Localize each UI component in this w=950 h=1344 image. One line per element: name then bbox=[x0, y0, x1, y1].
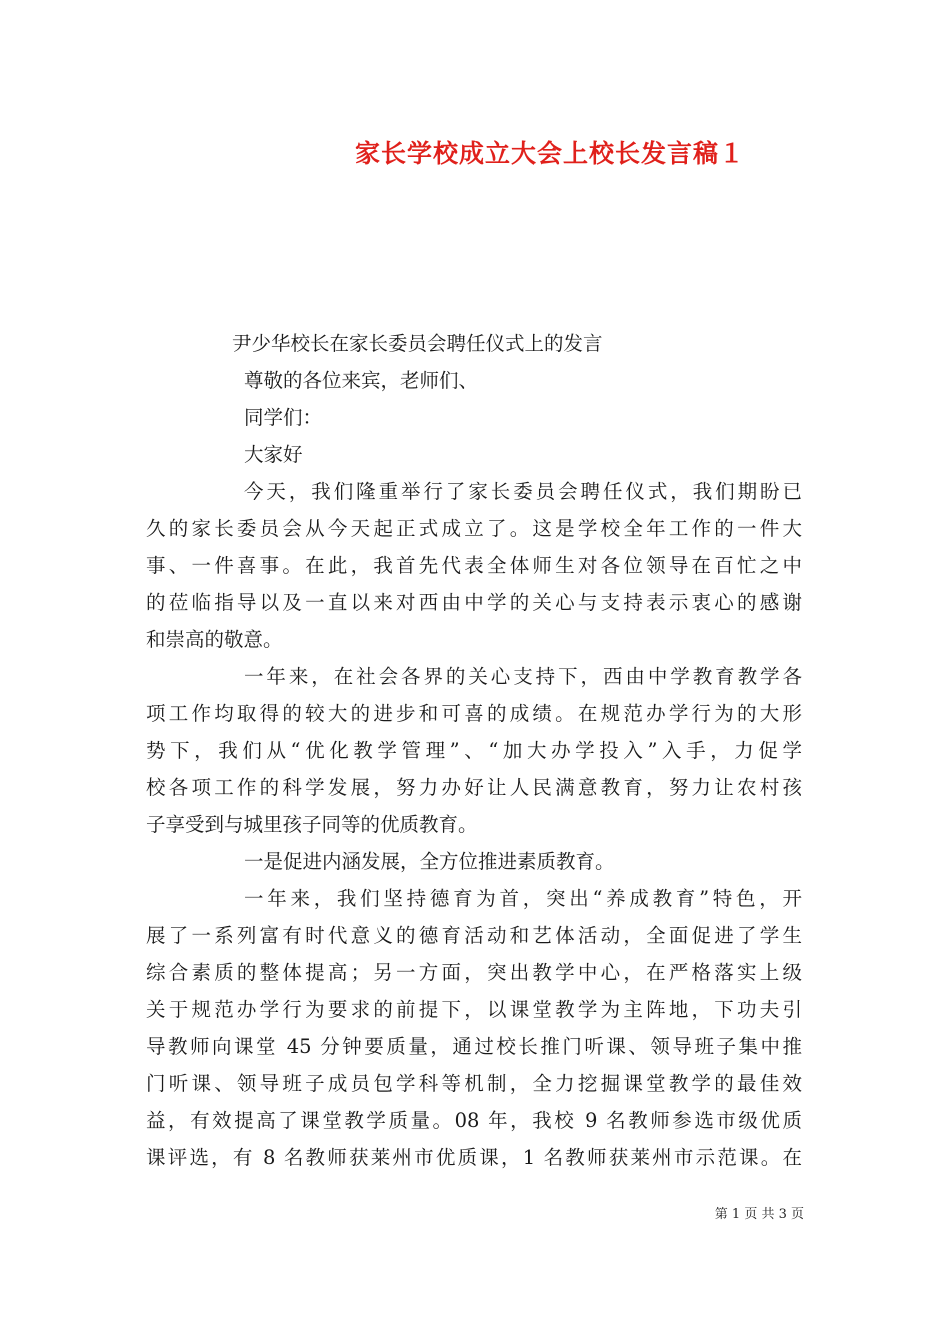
paragraph bbox=[146, 658, 802, 843]
paragraph-line: 势下，我们从“优化教学管理”、“加大办学投入”入手，力促学 bbox=[146, 739, 802, 762]
paragraph bbox=[146, 473, 802, 658]
paragraph-line: 一是促进内涵发展，全方位推进素质教育。 bbox=[244, 850, 615, 873]
paragraph bbox=[146, 843, 802, 880]
greeting-line: 大家好 bbox=[244, 443, 303, 466]
paragraph-line: 导教师向课堂 45 分钟要质量，通过校长推门听课、领导班子集中推 bbox=[146, 1035, 802, 1058]
paragraph-line: 门听课、领导班子成员包学科等机制，全力挖掘课堂教学的最佳效 bbox=[146, 1072, 802, 1095]
paragraph-line: 久的家长委员会从今天起正式成立了。这是学校全年工作的一件大 bbox=[146, 517, 802, 540]
paragraph-line: 的莅临指导以及一直以来对西由中学的关心与支持表示衷心的感谢 bbox=[146, 591, 802, 614]
greeting-line: 尊敬的各位来宾，老师们、 bbox=[244, 369, 479, 392]
speech-subtitle: 尹少华校长在家长委员会聘任仪式上的发言 bbox=[232, 332, 603, 355]
paragraph-line: 校各项工作的科学发展，努力办好让人民满意教育，努力让农村孩 bbox=[146, 776, 802, 799]
paragraph-line: 综合素质的整体提高；另一方面，突出教学中心，在严格落实上级 bbox=[146, 961, 802, 984]
paragraph-line: 子享受到与城里孩子同等的优质教育。 bbox=[146, 813, 478, 836]
paragraph-line: 事、一件喜事。在此，我首先代表全体师生对各位领导在百忙之中 bbox=[146, 554, 802, 577]
document-body bbox=[146, 325, 802, 1176]
paragraph-line: 益，有效提高了课堂教学质量。08 年，我校 9 名教师参选市级优质 bbox=[146, 1109, 802, 1132]
paragraph-line: 和崇高的敬意。 bbox=[146, 628, 283, 651]
document-title: 家长学校成立大会上校长发言稿１ bbox=[354, 139, 745, 168]
paragraph bbox=[146, 880, 802, 1176]
paragraph-line: 项工作均取得的较大的进步和可喜的成绩。在规范办学行为的大形 bbox=[146, 702, 802, 725]
paragraph-line: 一年来，在社会各界的关心支持下，西由中学教育教学各 bbox=[244, 665, 802, 688]
paragraph-line: 展了一系列富有时代意义的德育活动和艺体活动，全面促进了学生 bbox=[146, 924, 802, 947]
paragraph-line: 课评选，有 8 名教师获莱州市优质课，1 名教师获莱州市示范课。在 bbox=[146, 1146, 802, 1169]
paragraph-line: 一年来，我们坚持德育为首，突出“养成教育”特色，开 bbox=[244, 887, 802, 910]
paragraph-line: 关于规范办学行为要求的前提下，以课堂教学为主阵地，下功夫引 bbox=[146, 998, 802, 1021]
greeting-line: 同学们： bbox=[244, 406, 323, 429]
page-number-footer: 第 1 页 共 3 页 bbox=[714, 1207, 804, 1222]
paragraph-line: 今天，我们隆重举行了家长委员会聘任仪式，我们期盼已 bbox=[244, 480, 802, 503]
